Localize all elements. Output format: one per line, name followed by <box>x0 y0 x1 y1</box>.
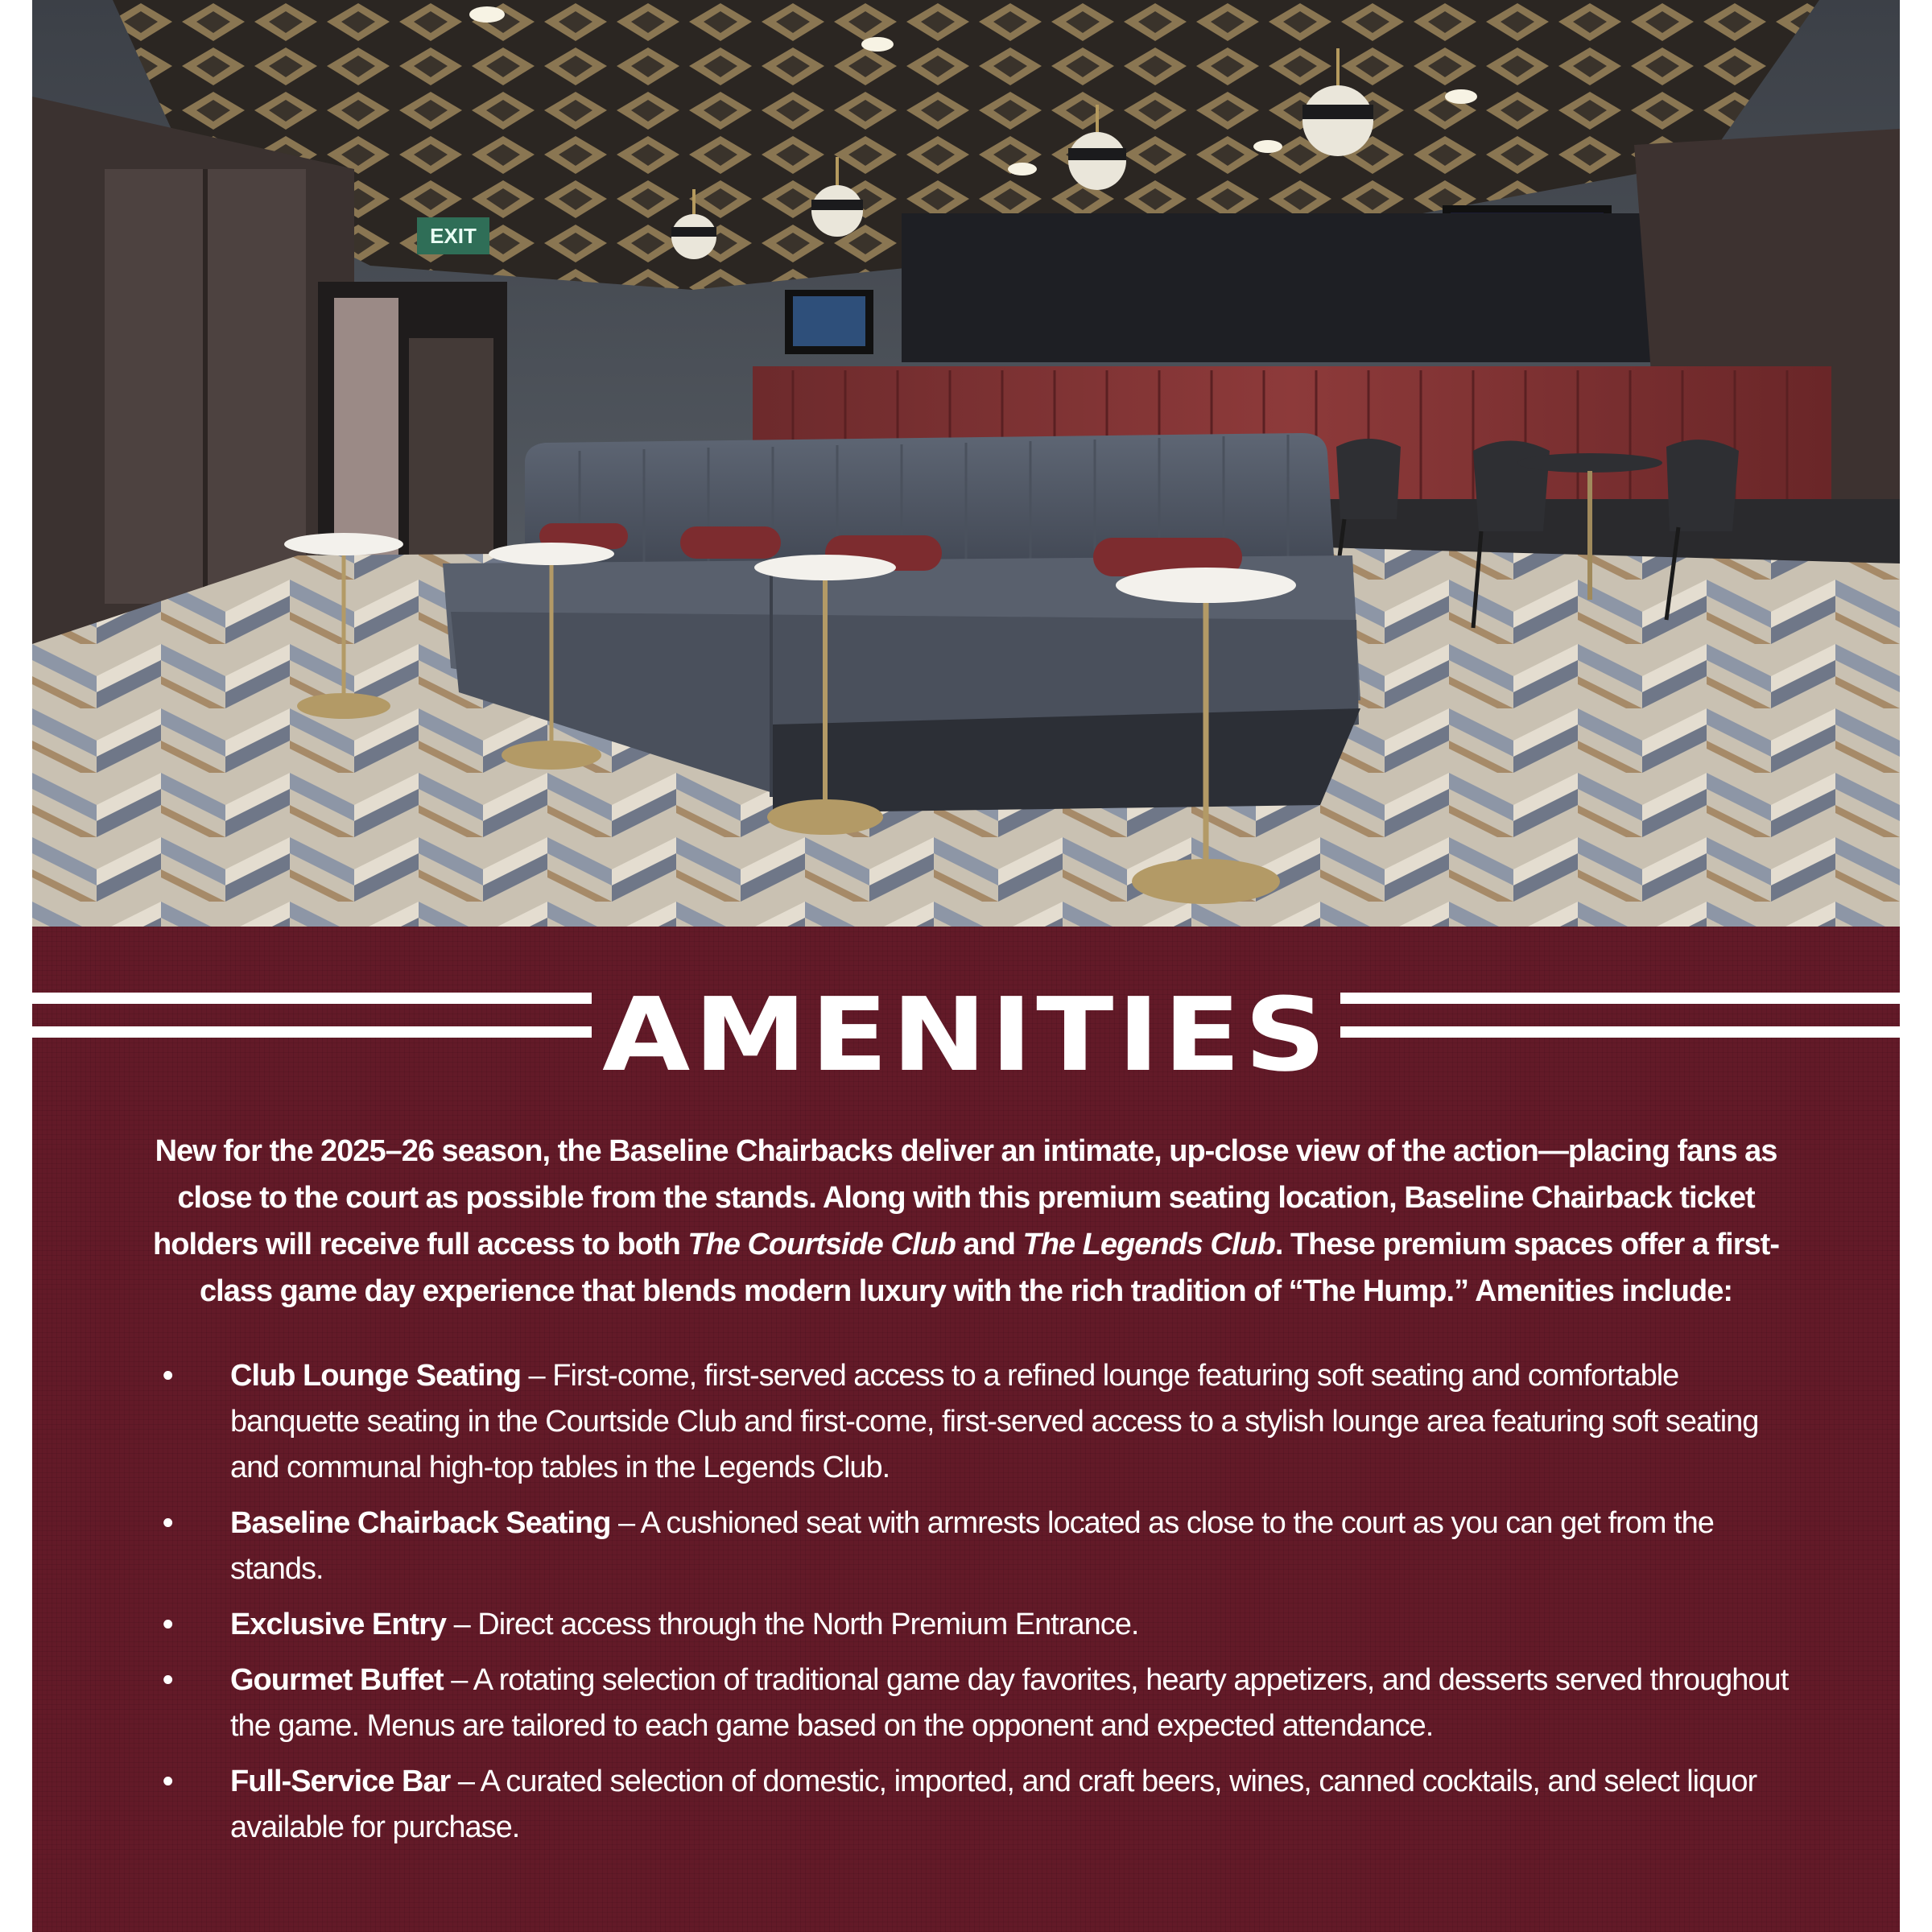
curtain <box>902 213 1666 362</box>
amenity-description: – Direct access through the North Premium Entrance. <box>446 1608 1139 1641</box>
svg-text:EXIT: EXIT <box>430 224 477 248</box>
legends-club-name: The Legends Club <box>1022 1228 1275 1261</box>
amenity-term: Full-Service Bar <box>230 1765 451 1798</box>
lounge-illustration <box>32 0 1900 927</box>
intro-paragraph <box>129 1128 1803 1315</box>
amenity-description: – A curated selection of domestic, imported, and craft beers, wines, canned cocktails, and select liquor available for purchase. <box>230 1765 1757 1844</box>
intro-text-1: New for the 2025–26 season, the Baseline Chairbacks deliver an intimate, up-close view of the action—placing fans as close to the court as possible from the stands. Along with this premium seating location, Baseline Chairback ticket holders will receive full access to both <box>153 1134 1777 1261</box>
amenities-heading: AMENITIES <box>602 976 1330 1094</box>
intro-text-2: . These premium spaces offer a first-class game day experience that blends modern luxury with the rich tradition of “The Hump.” Amenities include: <box>200 1228 1779 1308</box>
amenity-term: Baseline Chairback Seating <box>230 1506 611 1540</box>
amenity-description: – A cushioned seat with armrests located as close to the court as you can get from the stands. <box>230 1506 1714 1586</box>
courtside-club-name: The Courtside Club <box>687 1228 956 1261</box>
amenity-term: Gourmet Buffet <box>230 1663 444 1697</box>
list-item <box>129 1657 1803 1749</box>
list-item <box>129 1353 1803 1491</box>
bullet-icon: • <box>163 1765 173 1798</box>
amenity-description: – A rotating selection of traditional game day favorites, hearty appetizers, and desserts served throughout the game. Menus are tailored to each game based on the opponent and expected attendance. <box>230 1663 1789 1743</box>
list-item <box>129 1501 1803 1592</box>
exit-sign <box>417 217 489 254</box>
intro-and: and <box>955 1228 1023 1261</box>
bullet-icon: • <box>163 1663 173 1697</box>
amenities-panel <box>32 927 1900 1932</box>
amenities-list <box>129 1353 1803 1860</box>
amenity-description: – First-come, first-served access to a refined lounge featuring soft seating and comfortable banquette seating in the Courtside Club and first-come, first-served access to a stylish lounge area featuring soft seating and communal high-top tables in the Legends Club. <box>230 1359 1759 1484</box>
bullet-icon: • <box>163 1359 173 1393</box>
amenity-term: Exclusive Entry <box>230 1608 447 1641</box>
list-item <box>129 1759 1803 1851</box>
bullet-icon: • <box>163 1506 173 1540</box>
bullet-icon: • <box>163 1608 173 1641</box>
amenity-term: Club Lounge Seating <box>230 1359 521 1393</box>
list-item <box>129 1602 1803 1648</box>
lounge-photo <box>32 0 1900 927</box>
